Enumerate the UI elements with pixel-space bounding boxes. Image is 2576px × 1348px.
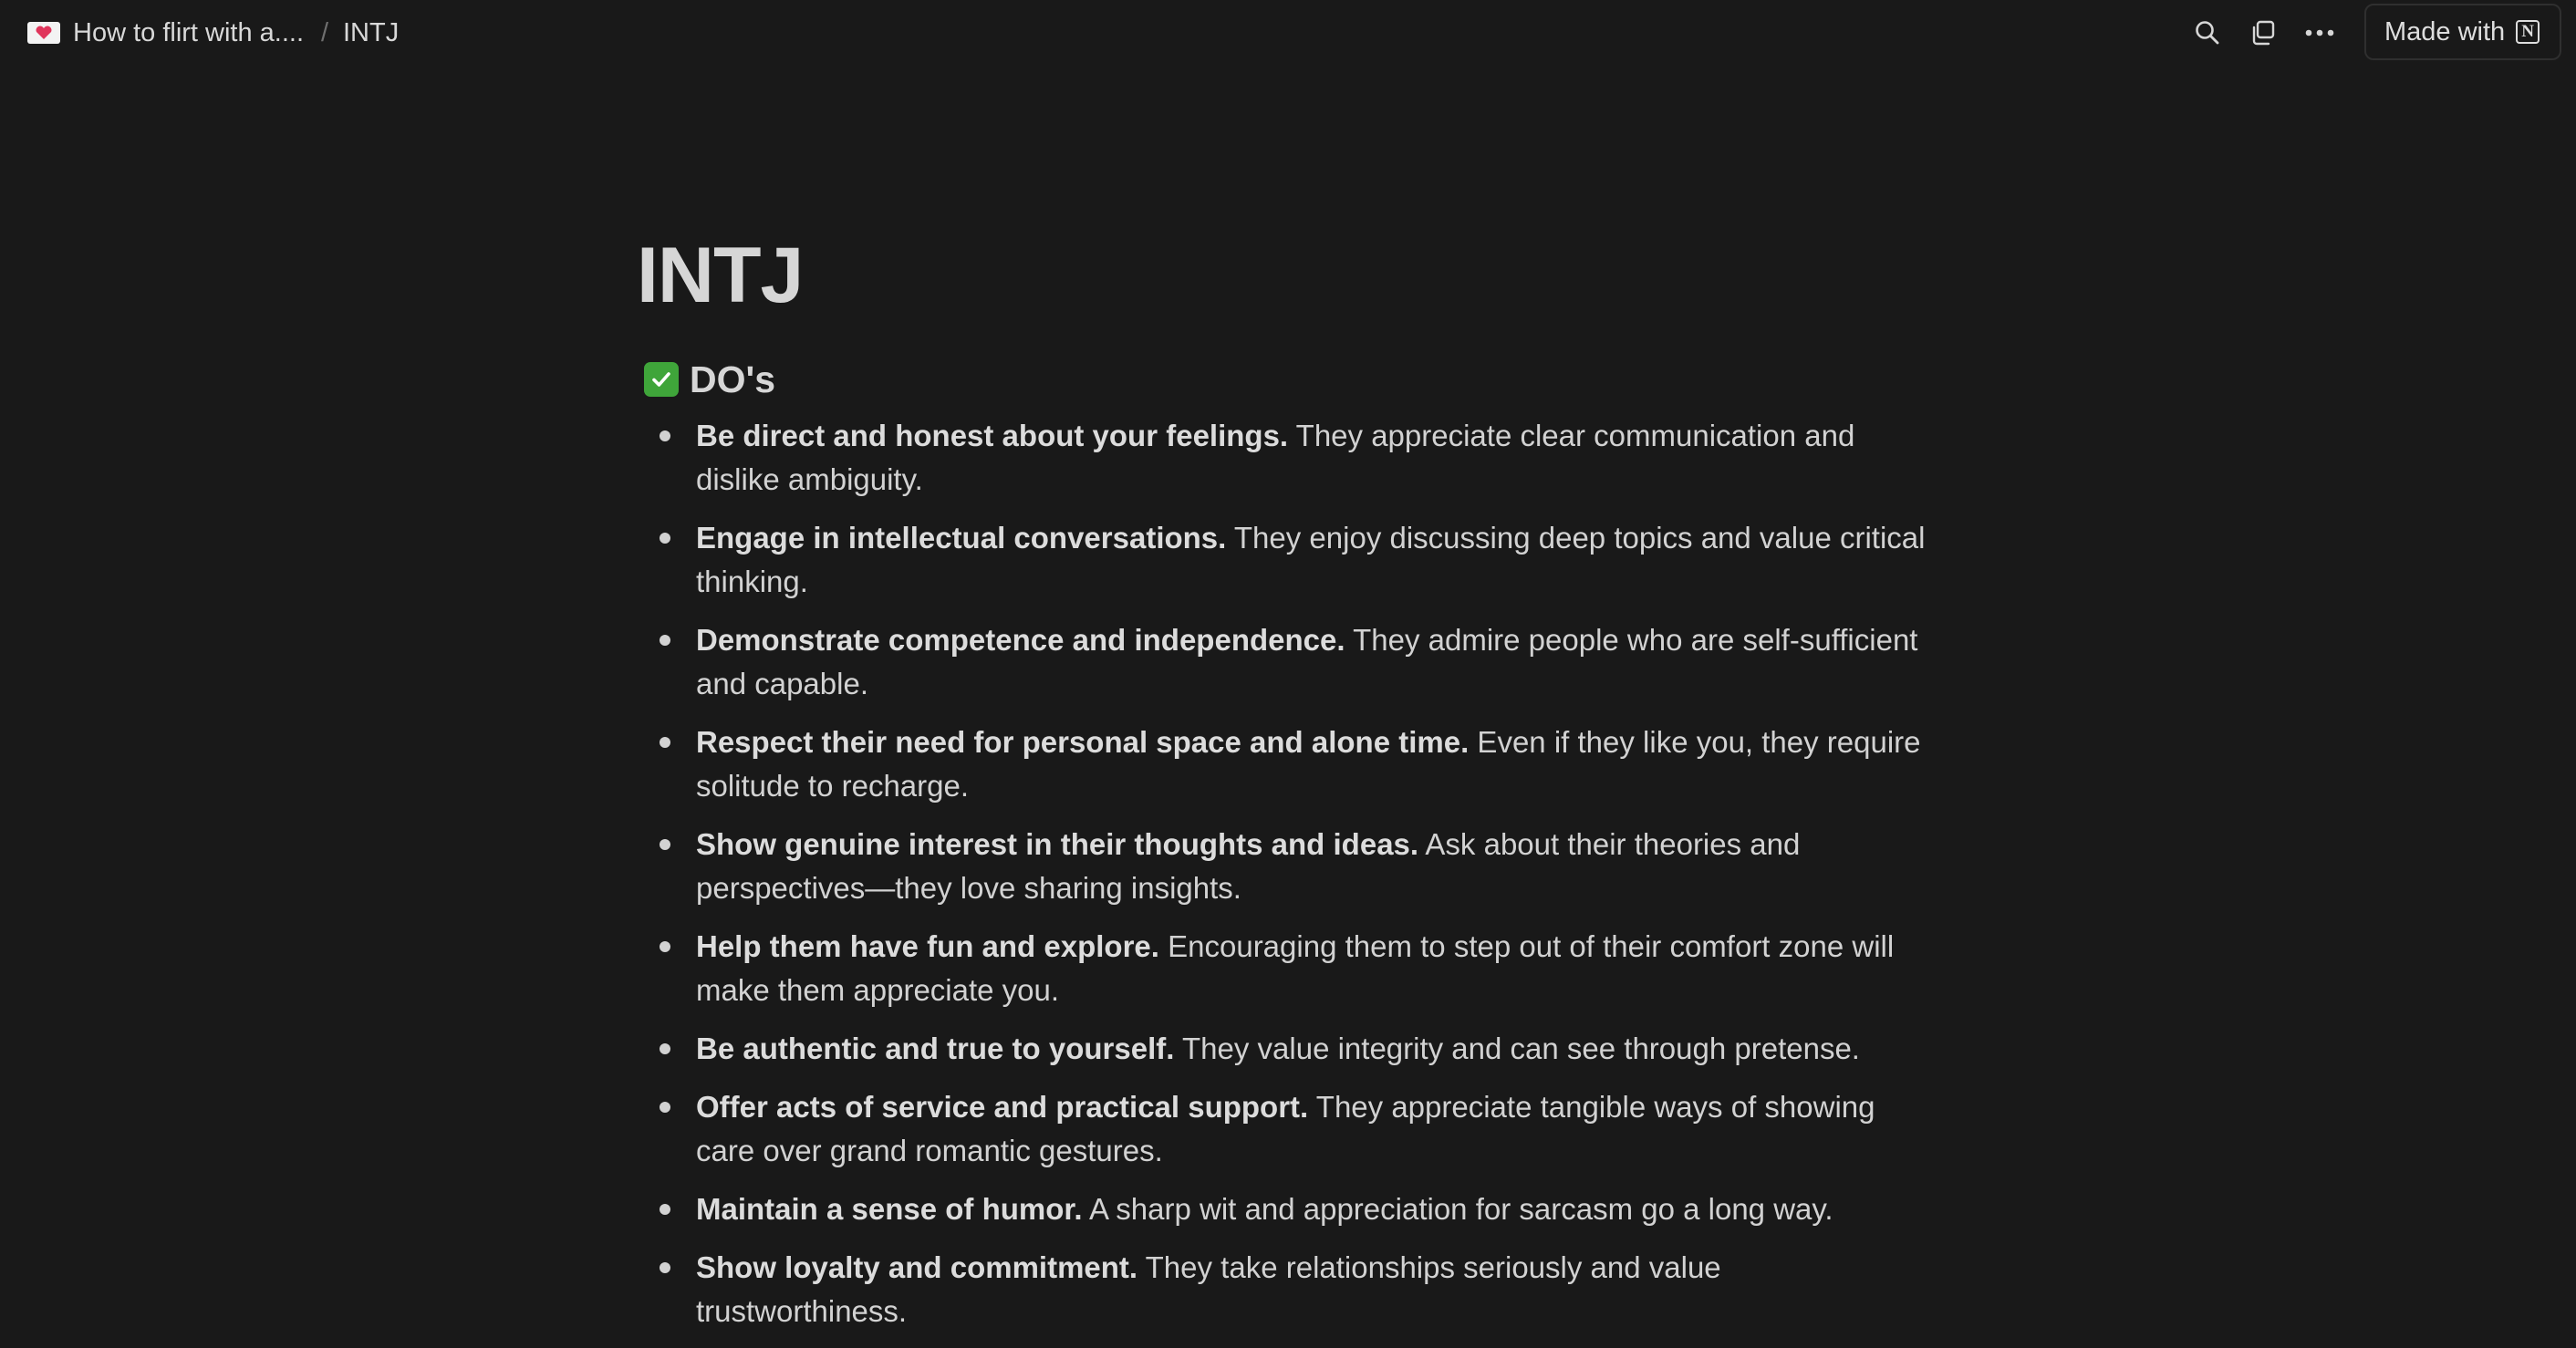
item-text: They value integrity and can see through pretense. xyxy=(1174,1032,1860,1065)
bullet-icon xyxy=(660,533,670,544)
breadcrumb-current[interactable]: INTJ xyxy=(343,17,400,47)
item-text: They enjoy discussing deep topics and value critical thinking. xyxy=(696,521,1926,598)
made-with-label: Made with xyxy=(2384,16,2506,47)
item-bold-text: Be direct and honest about your feelings. xyxy=(696,419,1289,452)
dos-list xyxy=(637,414,1932,1333)
item-bold-text: Maintain a sense of humor. xyxy=(696,1192,1083,1226)
item-bold-text: Be authentic and true to yourself. xyxy=(696,1032,1175,1065)
duplicate-icon[interactable] xyxy=(2245,15,2281,51)
bullet-icon xyxy=(660,839,670,850)
item-bold-text: Offer acts of service and practical support. xyxy=(696,1090,1309,1124)
check-mark-icon xyxy=(644,362,679,397)
item-text: Ask about their theories and perspectives—they love sharing insights. xyxy=(696,827,1801,905)
list-item xyxy=(637,1187,1932,1231)
more-icon[interactable] xyxy=(2301,15,2338,51)
item-bold-text: Help them have fun and explore. xyxy=(696,929,1159,963)
section-heading-dos xyxy=(644,354,1932,405)
heart-letter-icon[interactable] xyxy=(27,22,60,44)
bullet-icon xyxy=(660,1043,670,1054)
bullet-icon xyxy=(660,941,670,952)
search-icon[interactable] xyxy=(2189,15,2226,51)
item-bold-text: Show loyalty and commitment. xyxy=(696,1250,1138,1284)
list-item xyxy=(637,516,1932,604)
page-content xyxy=(637,219,1932,1348)
item-text: They admire people who are self-sufficient and capable. xyxy=(696,623,1918,700)
bullet-icon xyxy=(660,1204,670,1215)
list-item xyxy=(637,721,1932,808)
list-item xyxy=(637,1027,1932,1071)
item-text: They appreciate clear communication and dislike ambiguity. xyxy=(696,419,1855,496)
page-title: INTJ xyxy=(637,232,804,319)
item-bold-text: Show genuine interest in their thoughts and ideas. xyxy=(696,827,1419,861)
bullet-icon xyxy=(660,1102,670,1113)
bullet-icon xyxy=(660,430,670,441)
list-item xyxy=(637,618,1932,706)
breadcrumb-parent[interactable]: How to flirt with a.... xyxy=(73,17,305,47)
made-with-notion-button[interactable] xyxy=(2364,4,2561,60)
top-bar xyxy=(0,0,2576,66)
list-item xyxy=(637,823,1932,910)
list-item xyxy=(637,925,1932,1012)
item-bold-text: Engage in intellectual conversations. xyxy=(696,521,1227,555)
item-text: A sharp wit and appreciation for sarcasm go a long way. xyxy=(1082,1192,1833,1226)
notion-logo-icon: N xyxy=(2516,20,2540,44)
item-bold-text: Demonstrate competence and independence. xyxy=(696,623,1345,657)
item-text: They appreciate tangible ways of showing care over grand romantic gestures. xyxy=(696,1090,1875,1167)
list-item xyxy=(637,1085,1932,1173)
item-text: Even if they like you, they require solitude to recharge. xyxy=(696,725,1921,803)
list-item xyxy=(637,414,1932,502)
item-text: They take relationships seriously and value trustworthiness. xyxy=(696,1250,1721,1328)
bullet-icon xyxy=(660,737,670,748)
section-heading-label: DO's xyxy=(690,358,776,400)
item-bold-text: Respect their need for personal space and alone time. xyxy=(696,725,1470,759)
item-text: Encouraging them to step out of their comfort zone will make them appreciate you. xyxy=(696,929,1895,1007)
bullet-icon xyxy=(660,635,670,646)
bullet-icon xyxy=(660,1262,670,1273)
list-item xyxy=(637,1246,1932,1333)
breadcrumb-separator: / xyxy=(321,17,329,47)
